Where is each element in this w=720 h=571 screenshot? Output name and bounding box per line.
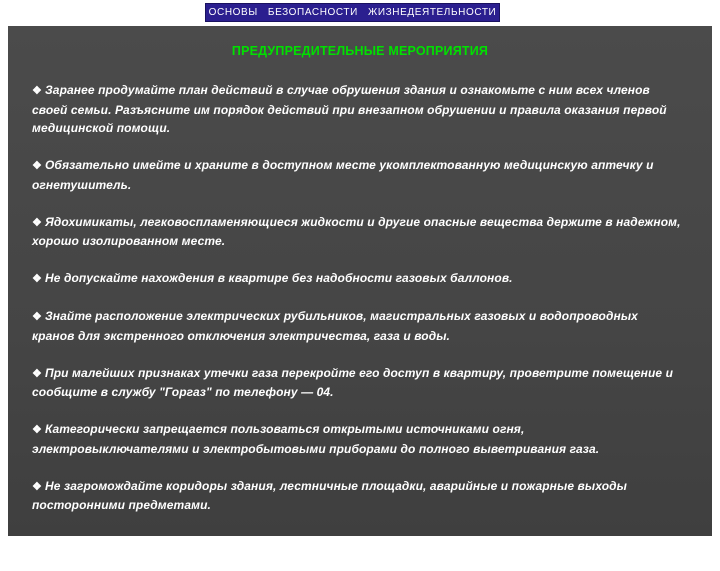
list-item: [32, 307, 682, 345]
page-title: ПРЕДУПРЕДИТЕЛЬНЫЕ МЕРОПРИЯТИЯ: [231, 44, 489, 58]
list-item-text: Держите в удобном месте документы, деньги, карманный фонарик и запасные батарейки.: [45, 535, 617, 549]
list-item-text: Не загромождайте коридоры здания, лестничные площадки, аварийные и пожарные выходы посторонними предметами.: [32, 478, 628, 512]
content-panel: [8, 26, 712, 549]
list-item: [32, 420, 682, 458]
list-item-text: Обязательно имейте и храните в доступном месте укомплектованную медицинскую аптечку и огнетушитель.: [32, 158, 654, 192]
diamond-bullet-icon: ❖: [32, 367, 42, 380]
diamond-bullet-icon: ❖: [32, 424, 42, 436]
list-item-text: Категорически запрещается пользоваться открытыми источниками огня, электровыключателями и электробытовыми приборами до полного выветривания газа.: [32, 422, 600, 456]
list-item: [32, 156, 682, 194]
diamond-bullet-icon: ❖: [32, 273, 42, 285]
list-item: [32, 533, 682, 553]
precautions-list: [32, 81, 682, 571]
list-item-text: Не допускайте нахождения в квартире без надобности газовых баллонов.: [45, 271, 513, 285]
diamond-bullet-icon: ❖: [32, 85, 42, 97]
diamond-bullet-icon: ❖: [32, 537, 42, 549]
diamond-bullet-icon: ❖: [32, 160, 42, 172]
list-item: [32, 213, 682, 251]
diamond-bullet-icon: ❖: [32, 311, 42, 323]
list-item-text: Знайте расположение электрических рубильников, магистральных газовых и водопроводных кранов для экстренного отключения электричества, газа и воды.: [32, 309, 638, 343]
diamond-bullet-icon: ❖: [32, 216, 42, 229]
list-item: [32, 477, 682, 515]
list-item-text: При малейших признаках утечки газа перекройте его доступ в квартиру, проветрите помещение и сообщите в службу "Горгаз" по телефону — 04.: [32, 365, 674, 399]
list-item: [32, 269, 682, 289]
list-item-text: Заранее продумайте план действий в случае обрушения здания и ознакомьте с ним всех членов своей семьи. Разъясните им порядок действий при внезапном обрушении и правила оказания первой медицинской помощи.: [32, 83, 667, 135]
list-item: [32, 364, 682, 402]
header-banner: ОСНОВЫ БЕЗОПАСНОСТИ ЖИЗНЕДЕЯТЕЛЬНОСТИ: [205, 3, 500, 22]
diamond-bullet-icon: ❖: [32, 480, 42, 493]
list-item: [32, 81, 682, 138]
list-item-text: Ядохимикаты, легковоспламеняющиеся жидкости и другие опасные вещества держите в надежном, хорошо изолированном месте.: [32, 214, 681, 248]
